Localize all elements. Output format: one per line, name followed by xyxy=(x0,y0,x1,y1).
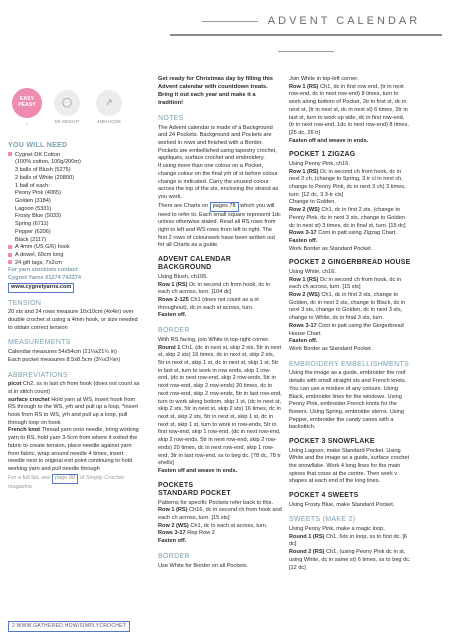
intro-text: Get ready for Christmas day by filling this Advent calendar with countdown treats. Bring it out each year and make it a tradition! xyxy=(158,76,273,106)
materials-list xyxy=(8,152,140,268)
pocket-3-heading: POCKET 3 SNOWFLAKE xyxy=(289,438,375,446)
difficulty-badge xyxy=(10,88,44,126)
embroidery-text: Using the image as a guide, embroider the roof details with small straight sts and French knots. You can use a mixture of any colours. Using Black, embroider lines for the windows. Using Peony Pink, embroider French knots for the flowers. Using Spring, embroider stems. Using Pepper, embroider the candy canes with a backstitch. xyxy=(289,370,407,431)
standard-pocket-note: Patterns for specific Pockets refer back to this. xyxy=(158,499,274,506)
charts-page-link[interactable]: pages 78 xyxy=(210,202,239,212)
measurements-heading: MEASUREMENTS xyxy=(8,339,71,347)
hook-badge xyxy=(92,90,126,124)
column-materials xyxy=(8,136,140,491)
pocket-border-heading: BORDER xyxy=(158,552,190,560)
stockist-link[interactable]: www.cygnetyarns.com xyxy=(8,283,74,293)
materials-item: 24 gift tags, 7x2cm xyxy=(8,260,140,268)
border-heading: BORDER xyxy=(158,327,190,335)
page-88-link[interactable]: page 88 xyxy=(52,474,78,484)
weight-label: DK WEIGHT xyxy=(54,119,80,124)
pocket-2-row-1: Row 1 (RS) Dc in second ch from hook, dc in each ch across, turn. [15 sts] xyxy=(289,276,402,291)
pocket-border-join: Join White in top-left corner. xyxy=(289,76,359,82)
background-row-1: Row 1 (RS) Dc in second ch from hook, dc in each ch across, turn. [104 dc] xyxy=(158,281,271,296)
page-footer-url[interactable]: 2 WWW.GATHERED.HOW/SIMPLYCROCHET xyxy=(8,621,130,632)
tension-heading: TENSION xyxy=(8,299,42,307)
background-using: Using Blush, ch105. xyxy=(158,273,208,280)
pocket-1-row-2: Row 2 (WS) Ch1, dc in first 2 sts, (change to Peony Pink, dc in next 3 sts, change to Golden dc in next st) 3 times, dc in final st, turn. [15 dc] xyxy=(289,207,406,229)
difficulty-label: EASY PEASY xyxy=(18,96,36,108)
materials-item: Golden (3184) xyxy=(15,197,51,204)
notes-heading: NOTES xyxy=(158,114,184,122)
materials-item: 3 balls of Blush (5275) xyxy=(15,167,71,174)
notes-paragraph-3: There are Charts on pages 78 which you will need to refer to. Each small square represent 1dc unless otherwise stated. Read all RS rows from right to left and WS rows from left to right. The first 2 rows of colourwork have been written out for all Charts as a guide. xyxy=(158,202,281,249)
pocket-1-using: Using Peony Pink, ch16. xyxy=(289,160,350,167)
pocket-2-rows-3-17: Rows 3-17 Cont in patt using the Gingerbread House Chart. xyxy=(289,322,404,337)
background-rows-2-125: Rows 2-125 Ch1 (does not count as a st throughout), dc in each st across, turn. xyxy=(158,297,259,311)
sweets-magic-loop: Using Peony Pink, make a magic loop. xyxy=(289,525,385,532)
border-fasten-off: Fasten off and weave in ends. xyxy=(158,468,238,475)
weight-badge xyxy=(50,90,84,124)
you-will-need-heading: YOU WILL NEED xyxy=(8,142,68,149)
pocket-3-text: Using Lagoon, make Standard Pocket. Using White and the image as a guide, surface crochet the snowflake. Work 4 long lines for the main spines that cross at the centre. Then work v shapes at each end of the long lines. xyxy=(289,447,410,485)
background-fasten-off: Fasten off. xyxy=(158,312,187,319)
materials-item: Spring (6711) xyxy=(15,221,49,228)
abbr-surface-crochet: surface crochet Hold yarn at WS, insert hook from RS through to the WS, yrh and pull up a loop, *insert hook from RS to WS, yrh and pull up a loop, pull through loop on hook xyxy=(8,396,138,426)
materials-item: 1 ball of each: xyxy=(15,182,50,189)
pocket-1-change: Change to Golden. xyxy=(289,199,336,206)
standard-pocket-row-2: Row 2 (WS) Ch1, dc in each st across, turn. xyxy=(158,522,268,529)
standard-pocket-row-1: Row 1 (RS) Ch16, dc in second ch from hook and each ch across, turn. [15 sts] xyxy=(158,507,282,521)
notes-paragraph-2: If using more than one colour on a Pocket, change colour on the final yrh of st before colour change is indicated. Carry the unused colour across the top of the sts, enclosing the strand as you work. xyxy=(158,163,279,201)
pocket-2-row-2: Row 2 (WS) Ch1, dc in first 3 sts, change to Golden, dc in next 3 sts, change to Black, dc in next 3 sts, change to Golden, dc in next 3 sts, change to White, dc in final 3 sts, turn. xyxy=(289,292,406,322)
bullet-square-icon xyxy=(8,152,12,156)
materials-item: Pepper (6206) xyxy=(15,228,51,235)
star-icon: ☆ xyxy=(25,121,29,126)
border-round-1: Round 1 Ch1, (dc in next st, skip 2 sts, 5tr in next st, skip 2 sts) 16 times, dc in next st, skip 2 sts, 5tr in next st, skip 1 st, dc in next st, skip 1 st, 5tr in last st, turn to work in row ends, skip 1 row-end, (dc in next row-end, skip 2 row-ends, 5tr in next row-end, skip 2 row-ends) 20 times, dc in next row-end, skip 2 row-ends, 5tr in last row-end, turn to work along bottom, skip 1 st, (dc in next st, skip 2 sts, 5tr in next st, skip 2 sts) 16 times, dc in next st, skip 2 sts, 5tr in next st, skip 1 st, dc in next st, skip 1 st, turn to work in row-ends, 5tr in first row-end, skip 1 row-end, (dc in next row-end, skip 2 row-ends, 5tr in next row-end, skip 2 row-ends) 20 times, dc in next row-end, skip 1 row-end, 3tr in last row-end, ss to beg dc. [78 dc, 78 tr shells] xyxy=(158,344,282,467)
pocket-1-rows-3-17: Rows 3-17 Cont in patt using Zigzag Chart. xyxy=(289,230,397,237)
column-pattern-main xyxy=(158,76,282,570)
pockets-heading: POCKETS STANDARD POCKET xyxy=(158,481,231,498)
materials-item: A dowel, 60cm long xyxy=(8,252,140,260)
hook-label: 4MM HOOK xyxy=(97,119,121,124)
notes-paragraph-1: The Advent calendar is made of a Background and 24 Pockets. Background and Pockets are worked in rows and finished with a Border. Pockets are embellished using tapestry crochet, appliqués, surface crochet and embroidery. xyxy=(158,124,277,162)
sweets-round-2: Round 2 (RS) Ch1, (using Peony Pink dc in st, using White, dc in same st) 6 times, ss to beg dc. [12 dc] xyxy=(289,549,411,571)
standard-pocket-rows-3-17: Rows 3-17 Rep Row 2 xyxy=(158,530,215,537)
materials-item: Frosty Blue (5033) xyxy=(15,213,62,220)
abbr-picot: picot Ch2, ss in last ch from hook (does not count as st in stitch count) xyxy=(8,381,140,395)
pocket-4-heading: POCKET 4 SWEETS xyxy=(289,492,359,500)
pocket-2-using: Using White, ch16. xyxy=(289,268,336,275)
page-header xyxy=(170,6,442,36)
abbr-french-knot: French knot Thread yarn onto needle, bring working yarn to RS, hold yarn 3-5cm from where it exited the fabric to create tension, place needle against yarn from fabric, wrap around needle 4 times, insert needle next to original exit point continuing to hold working yarn and pull needle through xyxy=(8,427,139,473)
stockist-phone: Cygnet Yarns 01274 743374 xyxy=(8,275,81,282)
pocket-2-fasten-off: Fasten off. xyxy=(289,338,318,345)
pocket-4-text: Using Frosty Blue, make Standard Pocket. xyxy=(289,501,395,508)
pocket-1-heading: POCKET 1 ZIGZAG xyxy=(289,151,356,159)
tension-text: 20 sts and 24 rows measure 10x10cm (4x4in) over double crochet st using a 4mm hook, or size needed to obtain correct tension xyxy=(8,309,138,331)
materials-item: Cygnet DK Cotton xyxy=(8,152,140,160)
background-heading: ADVENT CALENDAR BACKGROUND xyxy=(158,256,231,272)
difficulty-circle xyxy=(12,88,42,118)
bullet-square-icon xyxy=(8,253,12,257)
standard-pocket-fasten-off: Fasten off. xyxy=(158,538,187,545)
abbr-full-list: For a full list, see page 88 of Simply Crochet magazine xyxy=(8,474,124,490)
measurements-pocket: Each pocket measures 8.5x8.5cm (3¼x3¼in) xyxy=(8,356,121,363)
materials-item: Lagoon (5331) xyxy=(15,205,52,212)
pocket-2-border: Work Border as Standard Pocket. xyxy=(289,346,373,353)
materials-item: (100% cotton, 100g/200m) xyxy=(15,159,81,166)
difficulty-stars xyxy=(10,121,44,126)
border-join: With RS facing, join White in top-right corner. xyxy=(158,336,270,343)
pocket-border-fasten-off: Fasten off and weave in ends. xyxy=(289,137,369,144)
materials-item: A 4mm (US G/6) hook xyxy=(8,244,140,252)
crochet-hook-icon: ↗ xyxy=(96,90,122,116)
abbreviations-heading: ABBREVIATIONS xyxy=(8,371,68,379)
sweets-heading: SWEETS (MAKE 2) xyxy=(289,516,356,524)
pocket-1-fasten-off: Fasten off. xyxy=(289,238,318,245)
pocket-border-row-1: Row 1 (RS) Ch1, dc in first row end, (tr in next row-end, dc in next row-end) 8 times, turn to work along bottom of Pocket, 2tr in first st, dc in next st, (tr in next st, dc in next st) 6 times, 2tr in last st, turn to work up side, dc in first row-end, (tr in next row-end, 1dc in next row-end) 8 times. [25 dc, 26 tr] xyxy=(289,83,410,137)
measurements-calendar: Calendar measures 54x54cm (21¼x21¼ in) xyxy=(8,349,117,356)
materials-item: 2 balls of White (20800) xyxy=(15,174,75,181)
pocket-border-note: Use White for Border on all Pockets. xyxy=(158,562,249,569)
column-pockets xyxy=(289,76,411,572)
pocket-1-row-1: Row 1 (RS) Dc in second ch from hook, dc in next 2 ch, (change to Spring, 3 tr cl in next ch, change to Peony Pink, dc in next 3 ch) 3 times, turn. [12 dc, 3 3-tr cls] xyxy=(289,168,406,198)
embroidery-heading: EMBROIDERY EMBELLISHMENTS xyxy=(289,360,410,368)
bullet-square-icon xyxy=(8,260,12,264)
yarn-ball-icon: ◯ xyxy=(54,90,80,116)
pocket-2-heading: POCKET 2 GINGERBREAD HOUSE xyxy=(289,259,411,267)
materials-item: Peony Pink (4065) xyxy=(15,190,62,197)
bullet-square-icon xyxy=(8,245,12,249)
sweets-round-1: Round 1 (RS) Ch1, 6dc in loop, ss to first dc. [6 dc] xyxy=(289,533,408,548)
page-title: ADVENT CALENDAR xyxy=(192,15,420,57)
pocket-1-border: Work Border as Standard Pocket. xyxy=(289,245,373,252)
materials-item: Black (2117) xyxy=(15,236,46,243)
stockist-title: For yarn stockists contact xyxy=(8,267,78,274)
